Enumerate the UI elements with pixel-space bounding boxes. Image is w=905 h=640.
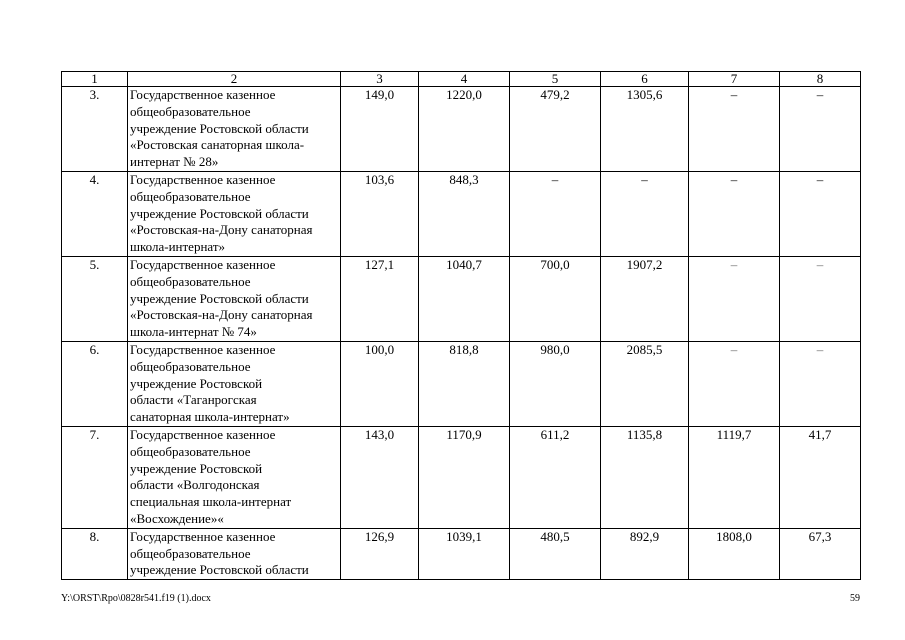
institution-name-line: области «Таганрогская <box>130 392 257 408</box>
footer-file-path: Y:\ORST\Rpo\0828r541.f19 (1).docx <box>61 593 211 604</box>
institution-name-line: общеобразовательное <box>130 358 251 374</box>
institution-name-line: «Восхождение»« <box>130 510 224 526</box>
value-cell-col-6: 2085,5 <box>601 341 689 426</box>
value-cell-col-8: – <box>780 256 861 341</box>
institution-name-line: Государственное казенное <box>130 87 276 102</box>
value-cell-col-8: – <box>780 87 861 172</box>
header-cell: 2 <box>128 72 341 87</box>
value-cell-col-6: 1907,2 <box>601 256 689 341</box>
value-cell-col-7: – <box>689 341 780 426</box>
header-row <box>62 72 861 87</box>
institution-name-line: специальная школа-интернат <box>130 494 292 510</box>
row-number-cell: 5. <box>62 256 128 341</box>
value-cell-col-5: – <box>510 171 601 256</box>
data-table <box>61 71 861 580</box>
institution-name-line: общеобразовательное <box>130 188 251 204</box>
table-row <box>62 341 861 426</box>
institution-name-line: Государственное казенное <box>130 341 276 357</box>
value-cell-col-6: 1135,8 <box>601 426 689 528</box>
institution-name-cell <box>128 87 341 172</box>
table-row <box>62 528 861 579</box>
value-cell-col-5: 700,0 <box>510 256 601 341</box>
row-number-cell: 3. <box>62 87 128 172</box>
value-cell-col-7: – <box>689 171 780 256</box>
institution-name-line: учреждение Ростовской области <box>130 120 309 136</box>
row-number-cell: 6. <box>62 341 128 426</box>
institution-name-cell <box>128 171 341 256</box>
value-cell-col-8: – <box>780 341 861 426</box>
institution-name-cell <box>128 256 341 341</box>
value-cell-col-3: 127,1 <box>341 256 419 341</box>
institution-name-cell <box>128 341 341 426</box>
value-cell-col-5: 480,5 <box>510 528 601 579</box>
value-cell-col-4: 1170,9 <box>419 426 510 528</box>
institution-name-line: учреждение Ростовской <box>130 375 263 391</box>
value-cell-col-7: 1119,7 <box>689 426 780 528</box>
value-cell-col-3: 100,0 <box>341 341 419 426</box>
value-cell-col-8: 41,7 <box>780 426 861 528</box>
value-cell-col-4: 1039,1 <box>419 528 510 579</box>
institution-name-line: общеобразовательное <box>130 103 251 119</box>
header-cell: 5 <box>510 72 601 87</box>
header-cell: 7 <box>689 72 780 87</box>
value-cell-col-6: 892,9 <box>601 528 689 579</box>
institution-name-line: «Ростовская-на-Дону санаторная <box>130 222 313 238</box>
value-cell-col-3: 126,9 <box>341 528 419 579</box>
value-cell-col-4: 818,8 <box>419 341 510 426</box>
row-number-cell: 7. <box>62 426 128 528</box>
value-cell-col-3: 103,6 <box>341 171 419 256</box>
institution-name-line: учреждение Ростовской области <box>130 205 309 221</box>
row-number-cell: 8. <box>62 528 128 579</box>
value-cell-col-6: – <box>601 171 689 256</box>
value-cell-col-7: 1808,0 <box>689 528 780 579</box>
institution-name-line: области «Волгодонская <box>130 477 260 493</box>
value-cell-col-8: 67,3 <box>780 528 861 579</box>
value-cell-col-5: 980,0 <box>510 341 601 426</box>
row-number-cell: 4. <box>62 171 128 256</box>
institution-name-line: Государственное казенное <box>130 528 276 544</box>
institution-name-line: «Ростовская-на-Дону санаторная <box>130 307 313 323</box>
institution-name-line: Государственное казенное <box>130 256 276 272</box>
institution-name-line: Государственное казенное <box>130 171 276 187</box>
institution-name-line: учреждение Ростовской области <box>130 562 309 578</box>
institution-name-line: общеобразовательное <box>130 545 251 561</box>
institution-name-line: учреждение Ростовской области <box>130 290 309 306</box>
footer-page-number: 59 <box>850 593 860 604</box>
institution-name-cell <box>128 426 341 528</box>
header-cell: 1 <box>62 72 128 87</box>
institution-name-line: общеобразовательное <box>130 443 251 459</box>
table-row <box>62 256 861 341</box>
value-cell-col-3: 149,0 <box>341 87 419 172</box>
header-cell: 8 <box>780 72 861 87</box>
institution-name-line: санаторная школа-интернат» <box>130 409 290 425</box>
value-cell-col-6: 1305,6 <box>601 87 689 172</box>
institution-name-line: общеобразовательное <box>130 273 251 289</box>
institution-name-line: «Ростовская санаторная школа- <box>130 137 305 153</box>
value-cell-col-4: 1040,7 <box>419 256 510 341</box>
table-row <box>62 171 861 256</box>
value-cell-col-5: 611,2 <box>510 426 601 528</box>
value-cell-col-7: – <box>689 256 780 341</box>
value-cell-col-5: 479,2 <box>510 87 601 172</box>
header-cell: 3 <box>341 72 419 87</box>
header-cell: 4 <box>419 72 510 87</box>
institution-name-line: учреждение Ростовской <box>130 460 263 476</box>
institution-name-cell <box>128 528 341 579</box>
value-cell-col-3: 143,0 <box>341 426 419 528</box>
value-cell-col-4: 1220,0 <box>419 87 510 172</box>
value-cell-col-7: – <box>689 87 780 172</box>
table-row <box>62 87 861 172</box>
table-row <box>62 426 861 528</box>
institution-name-line: школа-интернат» <box>130 239 226 255</box>
institution-name-line: интернат № 28» <box>130 154 219 170</box>
value-cell-col-8: – <box>780 171 861 256</box>
institution-name-line: школа-интернат № 74» <box>130 324 257 340</box>
header-cell: 6 <box>601 72 689 87</box>
institution-name-line: Государственное казенное <box>130 426 276 442</box>
value-cell-col-4: 848,3 <box>419 171 510 256</box>
